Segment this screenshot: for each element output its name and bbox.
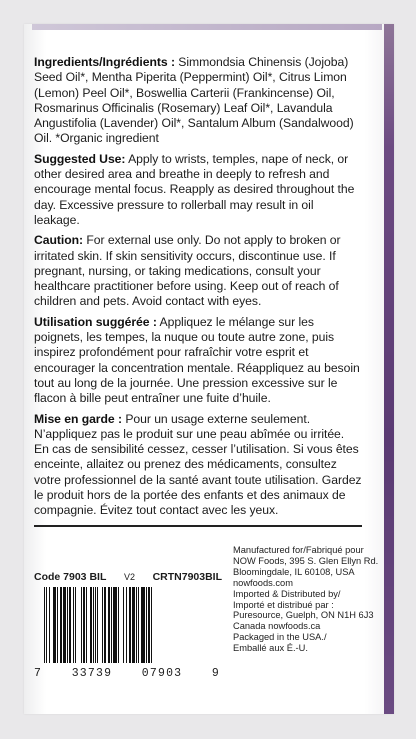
utilisation-label: Utilisation suggérée : — [34, 314, 157, 329]
caution-text: For external use only. Do not apply to broken or irritated skin. If skin sensitivity occurs, discontinue use. If pregnant, nursing, or taking medications, consult your healthcare practitioner before using. Keep out of reach of children and pets. Avoid contact with eyes. — [34, 233, 341, 309]
suggested-use-label: Suggested Use: — [34, 151, 126, 166]
barcode — [34, 587, 220, 679]
manufacturer-line: nowfoods.com — [233, 577, 293, 588]
version-code: V2 — [123, 572, 135, 582]
manufacturer-line: Imported & Distributed by/ — [233, 588, 341, 599]
ingredients-text: Simmondsia Chinensis (Jojoba) Seed Oil*, Mentha Piperita (Peppermint) Oil*, Citrus Limon (Lemon) Peel Oil*, Boswellia Carterii (Frankincense) Oil, Rosmarinus Officinalis (Rosemary) Leaf Oil*, Lavandula Angustifolia (Lavender) Oil*, Santalum Album (Sandalwood) Oil. *Organic ingredient — [34, 55, 354, 146]
suggested-use-section — [34, 152, 362, 228]
manufacturer-line: NOW Foods, 395 S. Glen Ellyn Rd. — [233, 555, 379, 566]
upc-right-digit: 9 — [211, 667, 220, 680]
barcode-bars — [44, 587, 153, 663]
ingredients-label: Ingredients/Ingrédients : — [34, 55, 175, 69]
manufacturer-line: Importé et distribué par : — [233, 599, 334, 610]
top-stripe — [32, 24, 382, 30]
carton-code: CRTN7903BIL — [152, 571, 222, 583]
manufacturer-line: Canada nowfoods.ca — [233, 621, 321, 632]
mise-en-garde-label: Mise en garde : — [34, 411, 122, 426]
manufacturer-line: Emballé aux É.-U. — [233, 643, 308, 654]
caution-label: Caution: — [34, 233, 84, 248]
caution-section — [34, 233, 362, 309]
suggested-use-text: Apply to wrists, temples, nape of neck, or other desired area and breathe in deeply to refresh and encourage mental focus. Reapply as desired throughout the day. Excessive pressure to rollerball may result in oil leakage. — [34, 151, 355, 227]
side-stripe — [384, 24, 394, 714]
product-code: Code 7903 BIL — [34, 571, 107, 583]
manufacturer-line: Puresource, Guelph, ON N1H 6J3 — [233, 610, 374, 621]
mise-en-garde-text: Pour un usage externe seulement. N’appliquez pas le produit sur une peau abîmée ou irritée. En cas de sensibilité cessez, cesser l’utilisation. Si vous êtes enceinte, allaitez ou prenez des médicaments, consultez votre professionnel de la santé avant toute utilisation. Gardez le produit hors de la portée des enfants et des animaux de compagnie. Évitez tout contact avec les yeux. — [34, 411, 362, 518]
utilisation-text: Appliquez le mélange sur les poignets, les tempes, la nuque ou toute autre zone, puis inspirez profondément pour rafraîchir votre esprit et encourager la concentration mentale. Réappliquez au besoin tout au long de la journée. Une pression excessive sur le flacon à bille peut entraîner une fuite d’huile. — [34, 314, 360, 406]
manufacturer-line: Manufactured for/Fabriqué pour — [233, 545, 364, 555]
section-divider — [34, 525, 362, 527]
upc-left-digit: 7 — [34, 667, 43, 680]
utilisation-section — [34, 315, 362, 407]
barcode-bar — [152, 587, 153, 663]
bottom-info — [34, 543, 379, 713]
manufacturer-line: Bloomingdale, IL 60108, USA — [233, 566, 355, 577]
ingredients-section — [34, 55, 362, 147]
upc-digits — [34, 667, 220, 680]
upc-left-group: 33739 — [71, 667, 113, 680]
manufacturer-info — [233, 545, 379, 654]
mise-en-garde-section — [34, 412, 362, 519]
upc-right-group: 07903 — [141, 667, 183, 680]
manufacturer-line: Packaged in the USA./ — [233, 632, 327, 643]
label-text — [34, 55, 362, 527]
product-code-line — [34, 571, 222, 583]
